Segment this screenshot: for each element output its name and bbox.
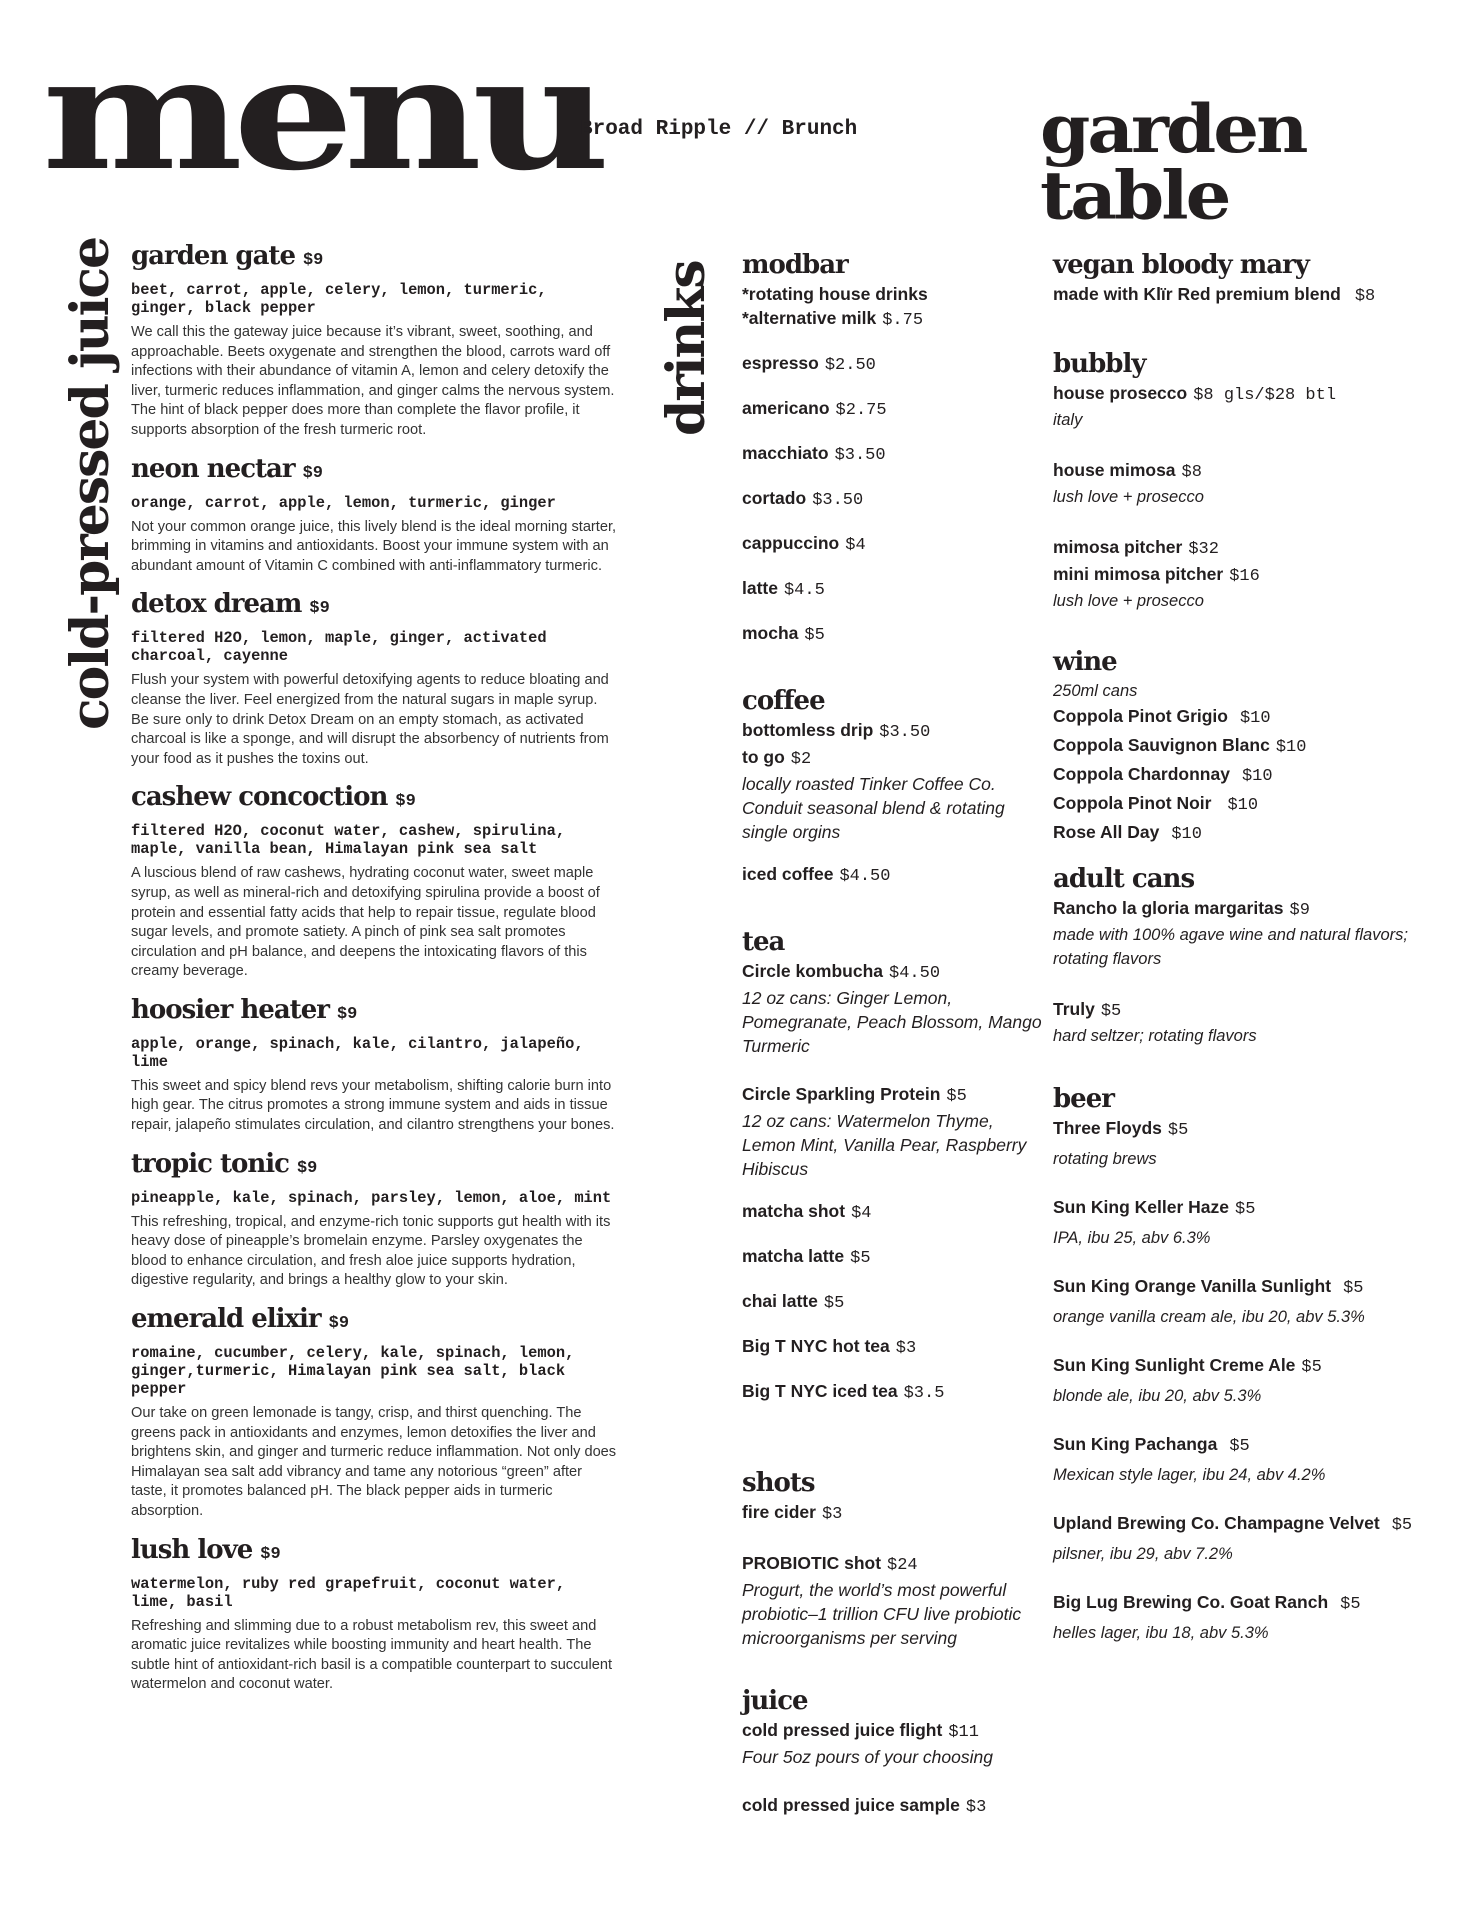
- item-price: $5: [850, 1249, 871, 1268]
- item-name: Big T NYC iced tea: [742, 1381, 898, 1401]
- juice-description: Not your common orange juice, this lively blend is the ideal morning starter, brimming in vitamins and antioxidants. Boost your immune system with an abundant amount of Vitamin C combined with anti-inflammatory turmeric.: [131, 518, 617, 574]
- item-name: PROBIOTIC shot: [742, 1553, 882, 1573]
- juice-description: Our take on green lemonade is tangy, crisp, and thirst quenching. The greens pack in antioxidants and enzymes, lemon detoxifies the liver and brightens skin, and ginger and turmeric reduce inflammation. Not only does Himalayan sea salt add vibrancy and tame any notorious “green” after taste, it promotes balanced pH. The black pepper aids in turmeric absorption.: [131, 1405, 617, 1519]
- menu-item: [742, 441, 1042, 468]
- item-price: $5: [1100, 1002, 1122, 1021]
- item-note: Mexican style lager, ibu 24, abv 4.2%: [1053, 1466, 1326, 1484]
- item-note: blonde ale, ibu 20, abv 5.3%: [1053, 1387, 1262, 1405]
- item-name: Upland Brewing Co. Champagne Velvet: [1053, 1513, 1380, 1533]
- menu-title: menu: [42, 22, 601, 205]
- item-price: $5: [1391, 1516, 1413, 1535]
- location-subtitle: Broad Ripple // Brunch: [580, 118, 858, 141]
- menu-item: [742, 531, 1042, 558]
- item-price: $4.50: [839, 867, 891, 886]
- adult-cans-heading: adult cans: [1053, 864, 1195, 894]
- item-name: mini mimosa pitcher: [1053, 564, 1224, 584]
- juice-price: $9: [260, 1544, 281, 1564]
- menu-item: [742, 351, 1042, 378]
- menu-item: [742, 1082, 1042, 1109]
- item-name: Truly: [1053, 999, 1095, 1019]
- menu-item: [1053, 790, 1473, 819]
- juice-description: This sweet and spicy blend revs your metabolism, shifting calorie burn into high gear. The citrus promotes a strong immune system and aids in tissue repair, jalapeño stimulates circulation, and cilantro strengthens your bones.: [131, 1077, 615, 1134]
- item-note: lush love + prosecco: [1053, 592, 1204, 610]
- menu-item: [1053, 732, 1473, 761]
- item-name: Rose All Day: [1053, 822, 1160, 842]
- beer-heading: beer: [1053, 1084, 1114, 1114]
- juice-ingredients: pineapple, kale, spinach, parsley, lemon, aloe, mint: [131, 1188, 612, 1207]
- menu-item: [742, 1199, 1042, 1226]
- item-price: $3: [965, 1798, 987, 1817]
- juice-price: $9: [395, 792, 416, 812]
- item-name: Three Floyds: [1053, 1118, 1162, 1138]
- juice-price: $9: [302, 251, 324, 270]
- item-price: $24: [887, 1556, 918, 1575]
- menu-item: [742, 576, 1042, 603]
- item-name: Sun King Keller Haze: [1053, 1197, 1230, 1217]
- tea-heading: tea: [742, 927, 785, 957]
- item-price: $5: [1301, 1358, 1322, 1377]
- item-name: Big Lug Brewing Co. Goat Ranch: [1053, 1592, 1329, 1612]
- juice-ingredients: romaine, cucumber, celery, kale, spinach, lemon, ginger,turmeric, Himalayan pink sea salt, black pepper: [131, 1344, 575, 1399]
- item-price: $5: [1340, 1595, 1361, 1614]
- item-price: $2: [790, 750, 812, 769]
- menu-item: [1053, 819, 1473, 848]
- item-name: Sun King Orange Vanilla Sunlight: [1053, 1276, 1332, 1296]
- menu-item: [1053, 282, 1473, 309]
- item-price: $2.75: [835, 401, 887, 420]
- item-price: $10: [1239, 709, 1271, 728]
- menu-item: [742, 1793, 1042, 1820]
- menu-item: [1053, 896, 1473, 923]
- item-price: $5: [946, 1087, 967, 1106]
- juice-name: hoosier heater: [131, 994, 329, 1025]
- item-name: fire cider: [742, 1502, 816, 1522]
- item-name: to go: [742, 747, 785, 767]
- item-price: $8: [1354, 287, 1376, 306]
- beer-item: [1053, 1274, 1473, 1329]
- beer-item: [1053, 1116, 1473, 1171]
- item-price: $3: [821, 1505, 843, 1524]
- juice-name: detox dream: [131, 589, 302, 620]
- item-name: Coppola Chardonnay: [1053, 764, 1230, 784]
- item-price: $8: [1181, 463, 1202, 482]
- juice-description: Flush your system with powerful detoxifying agents to reduce bloating and cleanse the liver. Feel energized from the natural sugars in maple syrup. Be sure only to drink Detox Dream on an empty stomach, as activated charcoal is like a sponge, and will disrupt the absorbency of nutrients from your food as it pushes the toxins out.: [131, 672, 609, 767]
- item-name: made with Klïr Red premium blend: [1053, 284, 1341, 304]
- item-price: $.75: [882, 311, 924, 330]
- item-name: Rancho la gloria margaritas: [1053, 898, 1284, 918]
- drinks-column-middle: [742, 248, 1042, 1820]
- item-price: $3: [895, 1339, 917, 1358]
- modbar-line: [742, 306, 1042, 333]
- juice-name: emerald elixir: [131, 1304, 321, 1335]
- drinks-column-right: [1053, 248, 1473, 1645]
- item-price: $4.5: [783, 581, 825, 600]
- item-price: $5: [1229, 1437, 1250, 1456]
- item-name: matcha latte: [742, 1246, 845, 1266]
- juice-item: [131, 238, 619, 441]
- item-note: Progurt, the world’s most powerful probiotic–1 trillion CFU live probiotic microorganisms per serving: [742, 1580, 1022, 1648]
- coffee-heading: coffee: [742, 686, 825, 716]
- item-price: $3.50: [879, 723, 931, 742]
- item-price: $4.50: [889, 964, 941, 983]
- item-note: lush love + prosecco: [1053, 488, 1204, 506]
- menu-item: [742, 396, 1042, 423]
- menu-item: [1053, 381, 1473, 408]
- menu-item: [1053, 997, 1473, 1024]
- juice-item: [131, 992, 619, 1136]
- item-price: $4: [845, 536, 866, 555]
- item-name: cold pressed juice sample: [742, 1795, 960, 1815]
- menu-item: [742, 1718, 1042, 1745]
- item-note: 12 oz cans: Watermelon Thyme, Lemon Mint, Vanilla Pear, Raspberry Hibiscus: [742, 1111, 1027, 1179]
- modbar-line: *rotating house drinks: [742, 284, 928, 304]
- menu-item: [1053, 562, 1473, 589]
- item-price: $3.50: [812, 491, 864, 510]
- juice-name: garden gate: [131, 241, 295, 271]
- juice-ingredients: filtered H2O, coconut water, cashew, spirulina, maple, vanilla bean, Himalayan pink sea salt: [131, 822, 566, 859]
- item-price: $5: [804, 626, 825, 645]
- menu-item: [1053, 761, 1473, 790]
- juice-ingredients: filtered H2O, lemon, maple, ginger, activated charcoal, cayenne: [131, 629, 547, 666]
- item-name: espresso: [742, 353, 819, 373]
- beer-item: [1053, 1511, 1473, 1566]
- item-price: $10: [1275, 738, 1307, 757]
- beer-item: [1053, 1590, 1473, 1645]
- juice-item: [131, 451, 619, 577]
- item-name: chai latte: [742, 1291, 818, 1311]
- item-name: cortado: [742, 488, 807, 508]
- juice-description: A luscious blend of raw cashews, hydrating coconut water, sweet maple syrup, as well as mineral-rich and detoxifying spirulina provide a boost of protein and essential fatty acids that help to repair tissue, regulate blood sugar levels, and promote satiety. A pinch of pink sea salt promotes circulation and pH balance, and deepens the intoxicating flavors of this creamy beverage.: [131, 865, 600, 980]
- item-name: latte: [742, 578, 778, 598]
- item-name: Sun King Sunlight Creme Ale: [1053, 1355, 1296, 1375]
- juice-list: [131, 238, 619, 1705]
- menu-item: [742, 621, 1042, 648]
- item-name: house prosecco: [1053, 383, 1188, 403]
- item-price: $9: [1289, 901, 1310, 920]
- item-name: Sun King Pachanga: [1053, 1434, 1218, 1454]
- modbar-heading: modbar: [742, 250, 848, 280]
- juice-ingredients: watermelon, ruby red grapefruit, coconut water, lime, basil: [131, 1574, 566, 1611]
- modbar-alt-milk: *alternative milk: [742, 308, 877, 328]
- juice-ingredients: orange, carrot, apple, lemon, turmeric, ginger: [131, 493, 556, 512]
- menu-item: [742, 1551, 1042, 1578]
- juice-price: $9: [309, 599, 330, 619]
- item-price: $10: [1171, 825, 1202, 844]
- juice-section-heading: cold-pressed juice: [60, 237, 121, 730]
- juice-item: [131, 1532, 619, 1695]
- item-note: Four 5oz pours of your choosing: [742, 1747, 993, 1767]
- menu-item: [742, 1334, 1042, 1361]
- item-price: $5: [823, 1294, 845, 1313]
- beer-item: [1053, 1195, 1473, 1250]
- menu-item: [1053, 703, 1473, 732]
- item-price: $11: [948, 1723, 979, 1742]
- item-price: $3.5: [903, 1384, 945, 1403]
- juice-name: cashew concoction: [131, 782, 388, 813]
- item-note: hard seltzer; rotating flavors: [1053, 1027, 1257, 1045]
- item-note: helles lager, ibu 18, abv 5.3%: [1053, 1624, 1269, 1642]
- item-price: $10: [1227, 796, 1259, 815]
- item-note: locally roasted Tinker Coffee Co. Conduit seasonal blend & rotating single orgins: [742, 774, 1005, 842]
- menu-item: [742, 1379, 1042, 1406]
- bloody-mary-heading: vegan bloody mary: [1053, 250, 1309, 280]
- wine-heading: wine: [1053, 647, 1117, 677]
- menu-item: [742, 1289, 1042, 1316]
- item-price: $16: [1229, 567, 1260, 586]
- juice-description: We call this the gateway juice because it’s vibrant, sweet, soothing, and approachable. Beets oxygenate and strengthen the blood, carrots ward off infections with their abundance of vitamin A, lemon and celery detoxify the liver, turmeric reduces inflammation, and ginger calms the nervous system. The hint of black pepper does more than complete the flavor profile, it supports absorption of the fresh turmeric root.: [131, 324, 615, 438]
- juice-item: [131, 779, 619, 982]
- menu-item: [1053, 458, 1473, 485]
- item-price: $32: [1188, 540, 1219, 559]
- menu-item: [742, 486, 1042, 513]
- juice-name: lush love: [131, 1534, 253, 1565]
- item-name: bottomless drip: [742, 720, 874, 740]
- juice-ingredients: apple, orange, spinach, kale, cilantro, jalapeño, lime: [131, 1034, 584, 1071]
- item-name: Coppola Pinot Grigio: [1053, 706, 1228, 726]
- item-name: mocha: [742, 623, 799, 643]
- item-note: rotating brews: [1053, 1150, 1157, 1168]
- juice-name: neon nectar: [131, 453, 295, 484]
- item-name: cold pressed juice flight: [742, 1720, 943, 1740]
- item-name: iced coffee: [742, 864, 834, 884]
- juice-price: $9: [336, 1004, 358, 1024]
- item-name: cappuccino: [742, 533, 840, 553]
- juice-description: This refreshing, tropical, and enzyme-rich tonic supports gut health with its heavy dose of pineapple’s bromelain enzyme. Parsley oxygenates the blood to enhance circulation, and fresh aloe juice supports hydration, digestive regularity, and brings a healthy glow to your skin.: [131, 1213, 611, 1289]
- item-price: $2.50: [824, 356, 876, 375]
- juice-item: [131, 586, 619, 769]
- juice-item: [131, 1301, 619, 1522]
- item-price: $4: [851, 1204, 872, 1223]
- item-note: 12 oz cans: Ginger Lemon, Pomegranate, Peach Blossom, Mango Turmeric: [742, 988, 1042, 1056]
- item-note: italy: [1053, 411, 1083, 429]
- juice-drinks-heading: juice: [742, 1686, 808, 1716]
- item-note: pilsner, ibu 29, abv 7.2%: [1053, 1545, 1233, 1563]
- item-name: Coppola Pinot Noir: [1053, 793, 1212, 813]
- item-name: Circle kombucha: [742, 961, 884, 981]
- item-name: Big T NYC hot tea: [742, 1336, 890, 1356]
- beer-item: [1053, 1353, 1473, 1408]
- juice-name: tropic tonic: [131, 1148, 289, 1179]
- juice-item: [131, 1146, 619, 1291]
- item-name: mimosa pitcher: [1053, 537, 1183, 557]
- item-name: house mimosa: [1053, 460, 1176, 480]
- menu-item: [742, 745, 1042, 772]
- item-price: $3.50: [834, 446, 886, 465]
- item-price: $5: [1167, 1121, 1189, 1140]
- item-name: macchiato: [742, 443, 829, 463]
- juice-price: $9: [302, 463, 323, 483]
- item-price: $10: [1241, 767, 1273, 786]
- item-price: $5: [1343, 1279, 1364, 1298]
- menu-item: [1053, 535, 1473, 562]
- brand-name: garden table: [1040, 89, 1306, 234]
- menu-item: [742, 959, 1042, 986]
- drinks-section-heading: drinks: [656, 261, 717, 436]
- item-name: matcha shot: [742, 1201, 846, 1221]
- beer-item: [1053, 1432, 1473, 1487]
- shots-heading: shots: [742, 1468, 815, 1498]
- item-name: Coppola Sauvignon Blanc: [1053, 735, 1270, 755]
- item-name: Circle Sparkling Protein: [742, 1084, 941, 1104]
- item-note: IPA, ibu 25, abv 6.3%: [1053, 1229, 1211, 1247]
- item-note: made with 100% agave wine and natural flavors; rotating flavors: [1053, 926, 1408, 968]
- wine-note: 250ml cans: [1053, 682, 1138, 700]
- juice-description: Refreshing and slimming due to a robust metabolism rev, this sweet and aromatic juice revitalizes while boosting immunity and heart health. The subtle hint of antioxidant-rich basil is a compatible counterpart to succulent watermelon and coconut water.: [131, 1617, 613, 1693]
- menu-item: [742, 718, 1042, 745]
- juice-price: $9: [296, 1158, 318, 1178]
- item-price: $5: [1235, 1200, 1256, 1219]
- item-note: orange vanilla cream ale, ibu 20, abv 5.3%: [1053, 1308, 1365, 1326]
- menu-item: [742, 862, 1042, 889]
- juice-ingredients: beet, carrot, apple, celery, lemon, turmeric, ginger, black pepper: [131, 281, 547, 317]
- bubbly-heading: bubbly: [1053, 349, 1146, 379]
- menu-item: [742, 1244, 1042, 1271]
- juice-price: $9: [328, 1314, 350, 1334]
- item-name: americano: [742, 398, 830, 418]
- item-price: $8 gls/$28 btl: [1193, 386, 1337, 405]
- menu-item: [742, 1500, 1042, 1527]
